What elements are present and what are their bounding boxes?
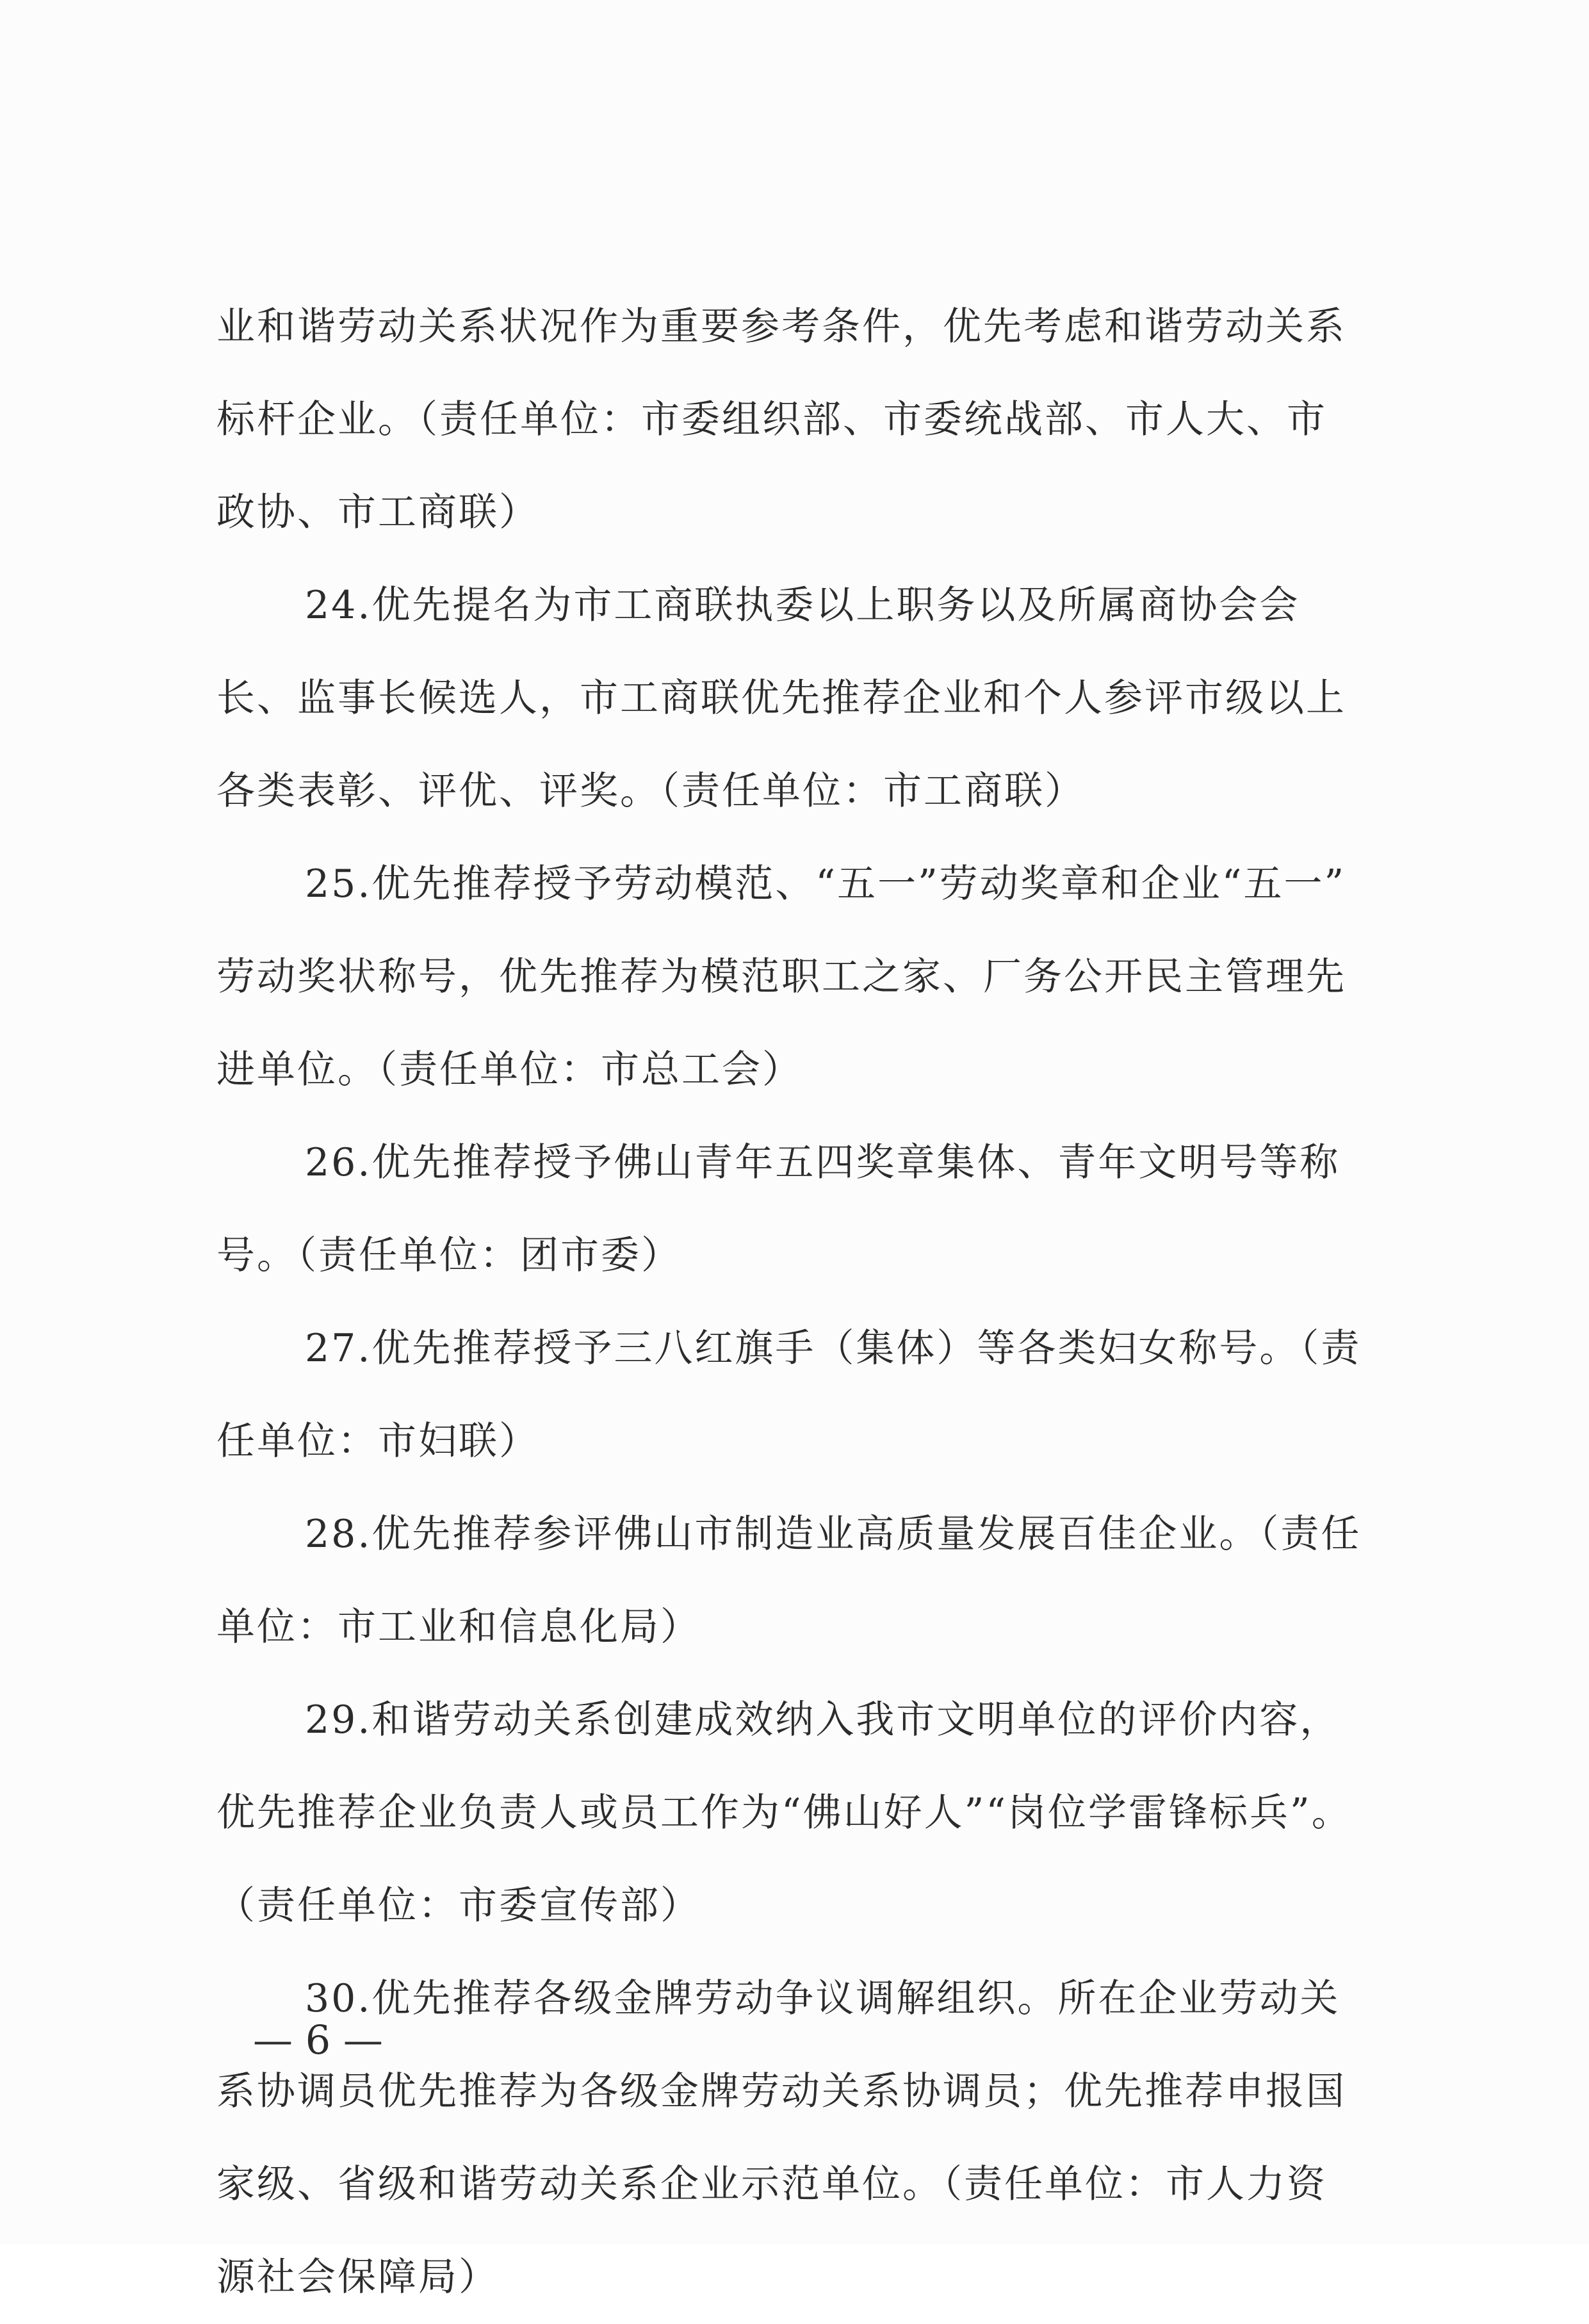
item-26-start: 26.优先推荐授予佛山青年五四奖章集体、青年文明号等称 <box>305 1140 1340 1185</box>
text-line: 政协、市工商联） <box>216 490 539 535</box>
text-line: 优先推荐企业负责人或员工作为“佛山好人”“岗位学雷锋标兵”。 <box>216 1790 1352 1835</box>
text-line: 长、监事长候选人，市工商联优先推荐企业和个人参评市级以上 <box>216 676 1346 721</box>
item-30-start: 30.优先推荐各级金牌劳动争议调解组织。所在企业劳动关 <box>305 1976 1340 2021</box>
item-29-start: 29.和谐劳动关系创建成效纳入我市文明单位的评价内容， <box>305 1698 1340 1742</box>
item-25-start: 25.优先推荐授予劳动模范、“五一”劳动奖章和企业“五一” <box>305 862 1346 906</box>
text-line: 标杆企业。（责任单位：市委组织部、市委统战部、市人大、市 <box>216 397 1327 442</box>
text-line: 业和谐劳动关系状况作为重要参考条件，优先考虑和谐劳动关系 <box>216 304 1346 349</box>
text-line: 号。（责任单位：团市委） <box>216 1233 681 1278</box>
text-line: 家级、省级和谐劳动关系企业示范单位。（责任单位：市人力资 <box>216 2162 1327 2207</box>
text-line: 源社会保障局） <box>216 2255 499 2300</box>
text-line: 任单位：市妇联） <box>216 1419 539 1464</box>
text-line: 单位：市工业和信息化局） <box>216 1605 701 1649</box>
page-number: — 6 — <box>253 2017 383 2063</box>
item-27-start: 27.优先推荐授予三八红旗手（集体）等各类妇女称号。（责 <box>305 1326 1362 1371</box>
text-line: 劳动奖状称号，优先推荐为模范职工之家、厂务公开民主管理先 <box>216 954 1346 999</box>
text-line: 进单位。（责任单位：市总工会） <box>216 1047 803 1092</box>
item-24-start: 24.优先提名为市工商联执委以上职务以及所属商协会会 <box>305 583 1300 628</box>
text-line: 各类表彰、评优、评奖。（责任单位：市工商联） <box>216 769 1085 814</box>
text-line: （责任单位：市委宣传部） <box>216 1883 701 1928</box>
item-28-start: 28.优先推荐参评佛山市制造业高质量发展百佳企业。（责任 <box>305 1512 1362 1557</box>
text-line: 系协调员优先推荐为各级金牌劳动关系协调员；优先推荐申报国 <box>216 2069 1346 2114</box>
document-body <box>216 281 1401 2324</box>
